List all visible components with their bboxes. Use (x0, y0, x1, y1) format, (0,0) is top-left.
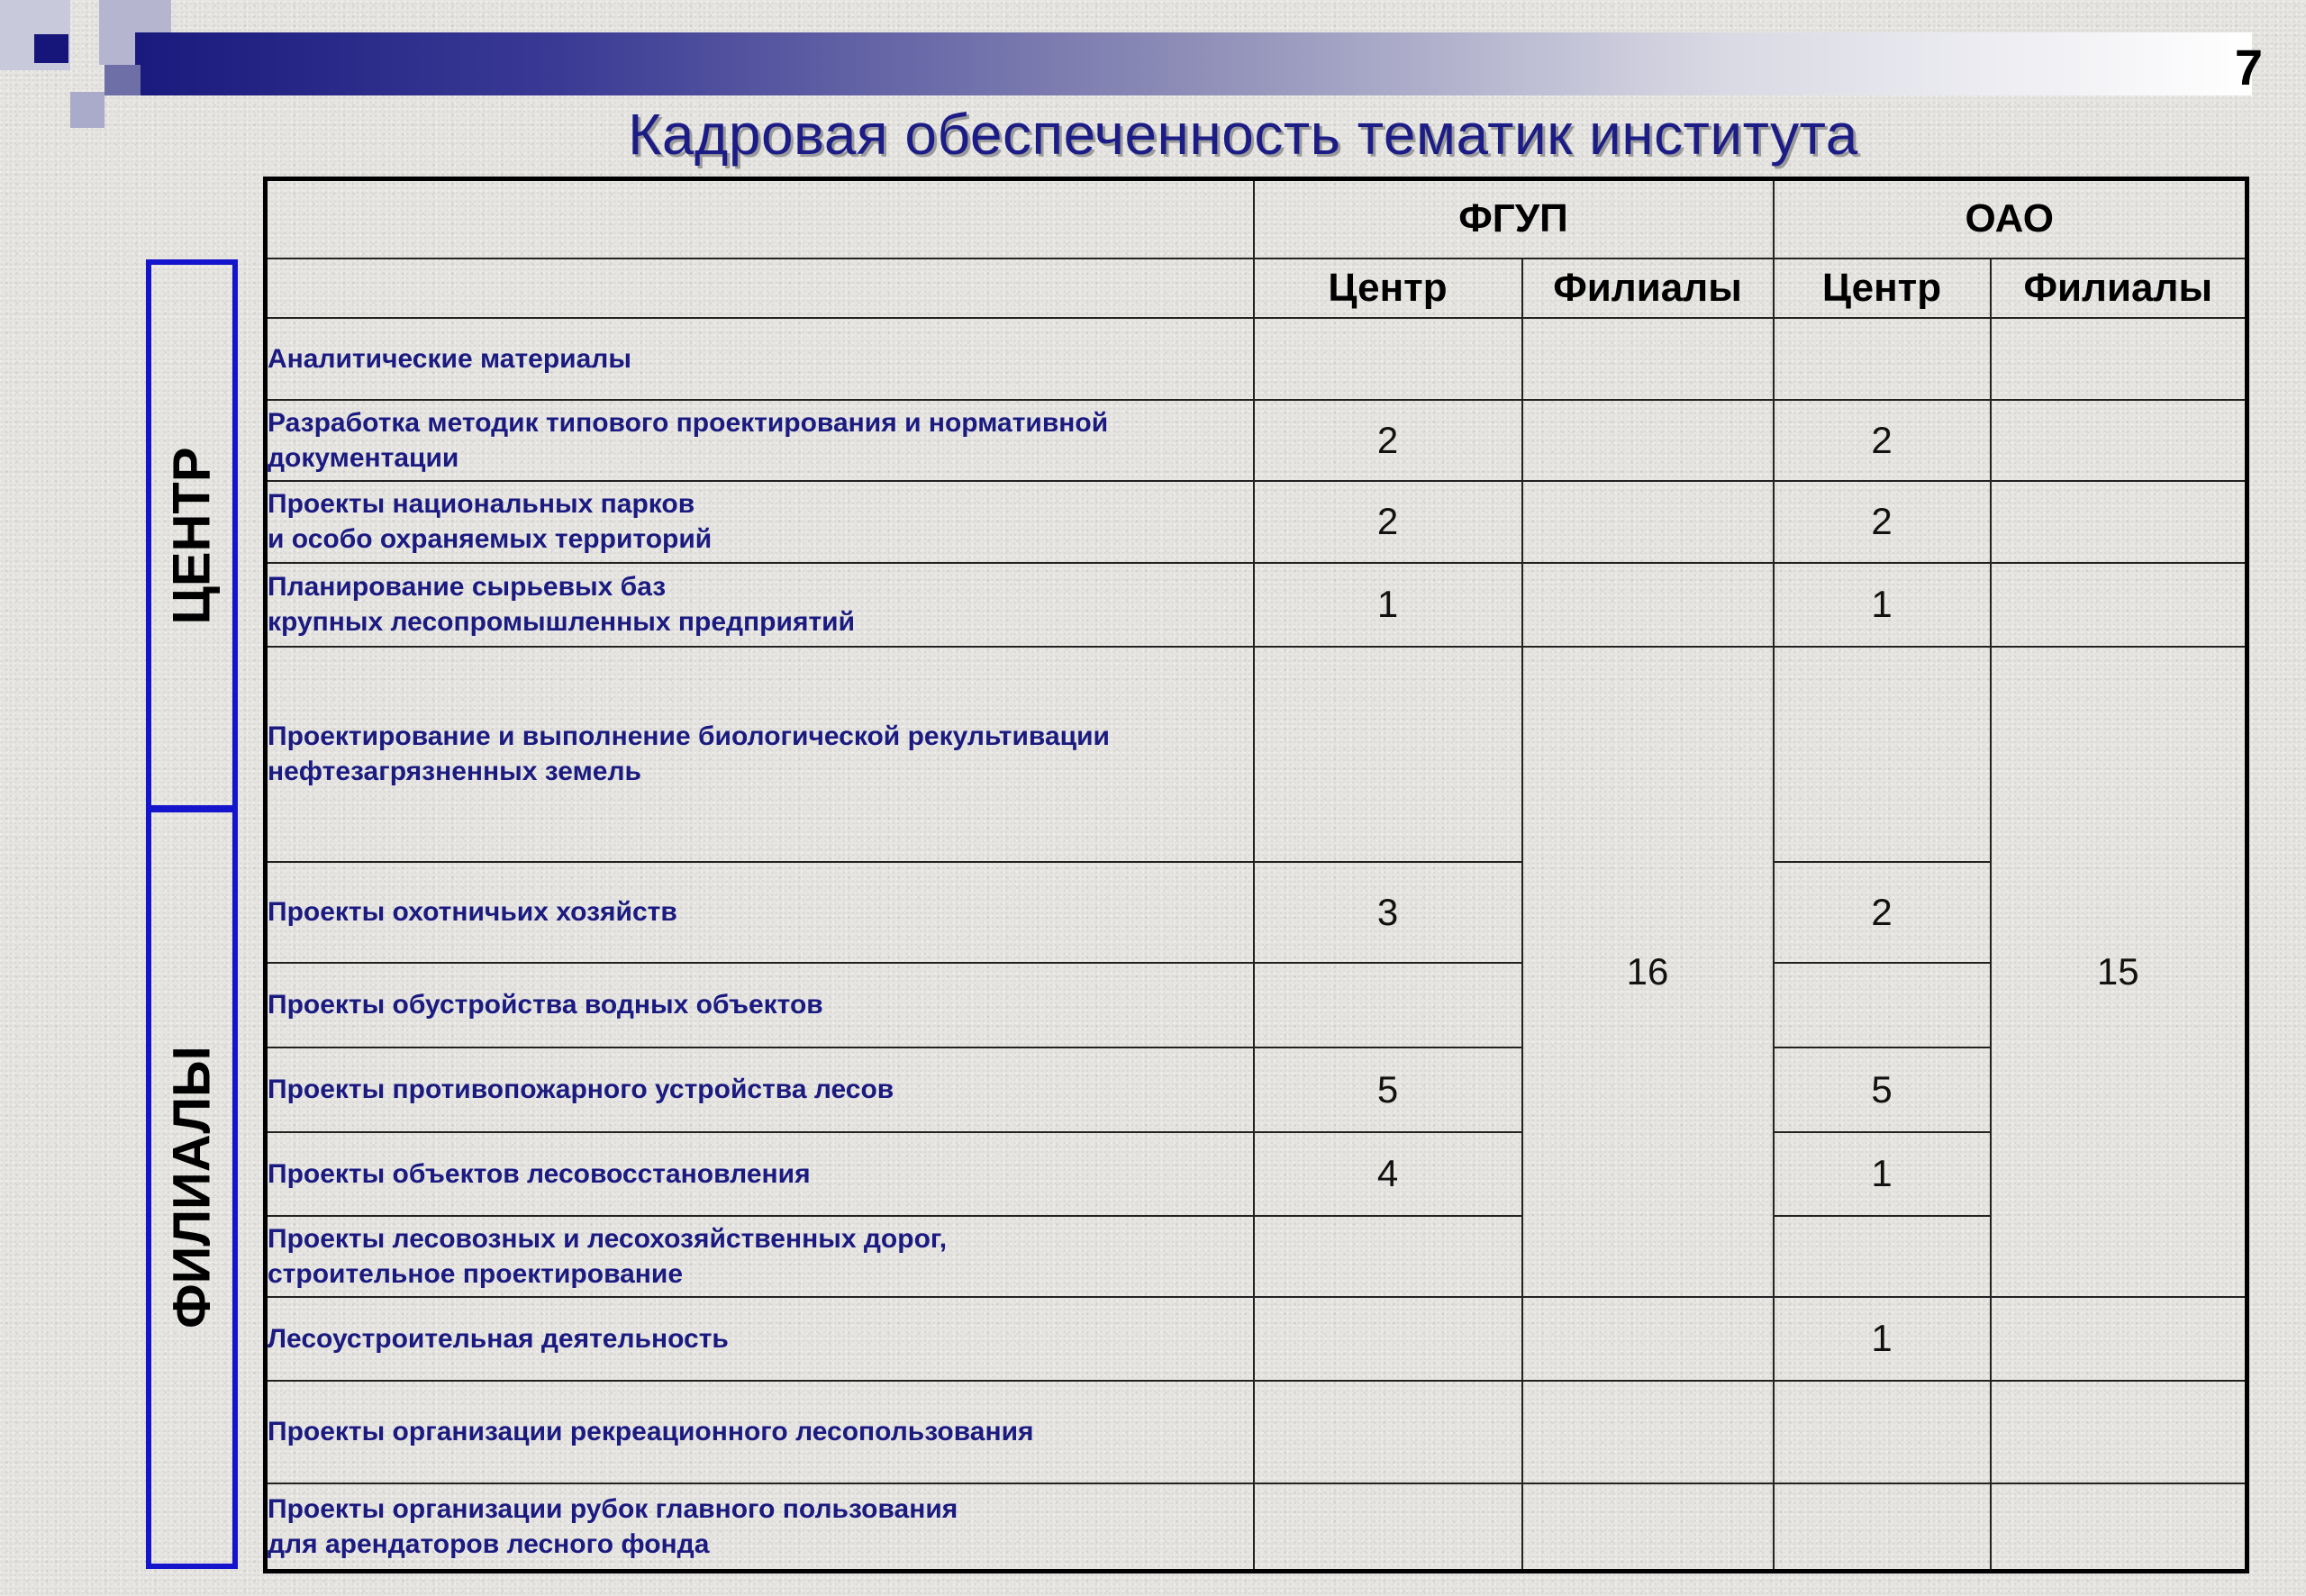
group-header-oao: ОАО (1774, 179, 2247, 258)
slide-title: Кадровая обеспеченность тематик института (628, 102, 1858, 167)
oao-center-cell: 1 (1774, 563, 1991, 647)
fgup-center-cell (1254, 1381, 1522, 1483)
group-header-row (266, 179, 2247, 258)
fgup-center-cell (1254, 963, 1522, 1047)
oao-branches-cell (1991, 563, 2247, 647)
subheader-oao-center: Центр (1774, 258, 1991, 318)
fgup-branches-cell (1522, 481, 1774, 563)
fgup-center-cell (1254, 647, 1522, 862)
oao-center-cell: 1 (1774, 1132, 1991, 1216)
center-side-label: ЦЕНТР (162, 447, 222, 625)
oao-branches-cell (1991, 481, 2247, 563)
topic-cell: Проекты лесовозных и лесохозяйственных дорог, строительное проектирование (266, 1216, 1254, 1297)
slide-number: 7 (2234, 39, 2263, 95)
table-row (266, 1483, 2247, 1572)
branches-side-label: ФИЛИАЛЫ (162, 1046, 222, 1328)
oao-center-cell (1774, 318, 1991, 400)
fgup-center-cell: 3 (1254, 862, 1522, 963)
topic-cell: Проекты объектов лесовосстановления (266, 1132, 1254, 1216)
deco-square-dark (34, 34, 68, 63)
fgup-center-cell: 2 (1254, 400, 1522, 481)
table-row (266, 1297, 2247, 1381)
oao-branches-total: 15 (1991, 647, 2247, 1297)
fgup-branches-cell (1522, 1381, 1774, 1483)
fgup-center-cell: 2 (1254, 481, 1522, 563)
table-row (266, 563, 2247, 647)
topic-cell: Проектирование и выполнение биологической рекультивации нефтезагрязненных земель (266, 647, 1254, 862)
fgup-branches-cell (1522, 400, 1774, 481)
empty-corner-cell (266, 179, 1254, 258)
branches-side-frame (146, 805, 238, 1569)
oao-center-cell (1774, 1483, 1991, 1572)
table-row (266, 1216, 2247, 1297)
subheader-row (266, 258, 2247, 318)
fgup-branches-total: 16 (1522, 647, 1774, 1297)
table-row (266, 481, 2247, 563)
oao-branches-cell (1991, 318, 2247, 400)
fgup-center-cell: 4 (1254, 1132, 1522, 1216)
subheader-fgup-branches: Филиалы (1522, 258, 1774, 318)
fgup-center-cell (1254, 1483, 1522, 1572)
oao-center-cell: 5 (1774, 1047, 1991, 1132)
fgup-center-cell (1254, 1297, 1522, 1381)
fgup-center-cell (1254, 1216, 1522, 1297)
oao-center-cell: 2 (1774, 862, 1991, 963)
deco-square-mid (104, 65, 141, 95)
topic-cell: Аналитические материалы (266, 318, 1254, 400)
header-gradient-bar (135, 32, 2252, 95)
topic-cell: Лесоустроительная деятельность (266, 1297, 1254, 1381)
oao-branches-cell (1991, 1297, 2247, 1381)
table-row (266, 1132, 2247, 1216)
topic-cell: Проекты охотничьих хозяйств (266, 862, 1254, 963)
table-row (266, 318, 2247, 400)
fgup-center-cell: 5 (1254, 1047, 1522, 1132)
subheader-oao-branches: Филиалы (1991, 258, 2247, 318)
oao-center-cell (1774, 1216, 1991, 1297)
oao-branches-cell (1991, 400, 2247, 481)
topic-cell: Проекты национальных парков и особо охраняемых территорий (266, 481, 1254, 563)
fgup-branches-cell (1522, 1297, 1774, 1381)
fgup-branches-cell (1522, 1483, 1774, 1572)
topic-cell: Проекты организации рекреационного лесопользования (266, 1381, 1254, 1483)
table-row (266, 400, 2247, 481)
fgup-branches-cell (1522, 318, 1774, 400)
oao-center-cell: 1 (1774, 1297, 1991, 1381)
group-header-fgup: ФГУП (1254, 179, 1774, 258)
table-row (266, 647, 2247, 862)
table-row (266, 1047, 2247, 1132)
fgup-center-cell (1254, 318, 1522, 400)
topic-cell: Проекты противопожарного устройства лесов (266, 1047, 1254, 1132)
center-side-frame (146, 259, 238, 812)
table-row (266, 963, 2247, 1047)
oao-center-cell (1774, 647, 1991, 862)
oao-branches-cell (1991, 1381, 2247, 1483)
oao-center-cell (1774, 1381, 1991, 1483)
table-row (266, 1381, 2247, 1483)
fgup-branches-cell (1522, 563, 1774, 647)
topic-cell: Разработка методик типового проектирования и нормативной документации (266, 400, 1254, 481)
topic-cell: Проекты обустройства водных объектов (266, 963, 1254, 1047)
oao-center-cell: 2 (1774, 400, 1991, 481)
empty-subheader-cell (266, 258, 1254, 318)
oao-center-cell: 2 (1774, 481, 1991, 563)
oao-center-cell (1774, 963, 1991, 1047)
fgup-center-cell: 1 (1254, 563, 1522, 647)
oao-branches-cell (1991, 1483, 2247, 1572)
staffing-table (263, 177, 2249, 1573)
topic-cell: Проекты организации рубок главного пользования для арендаторов лесного фонда (266, 1483, 1254, 1572)
topic-cell: Планирование сырьевых баз крупных лесопромышленных предприятий (266, 563, 1254, 647)
subheader-fgup-center: Центр (1254, 258, 1522, 318)
table-row (266, 862, 2247, 963)
